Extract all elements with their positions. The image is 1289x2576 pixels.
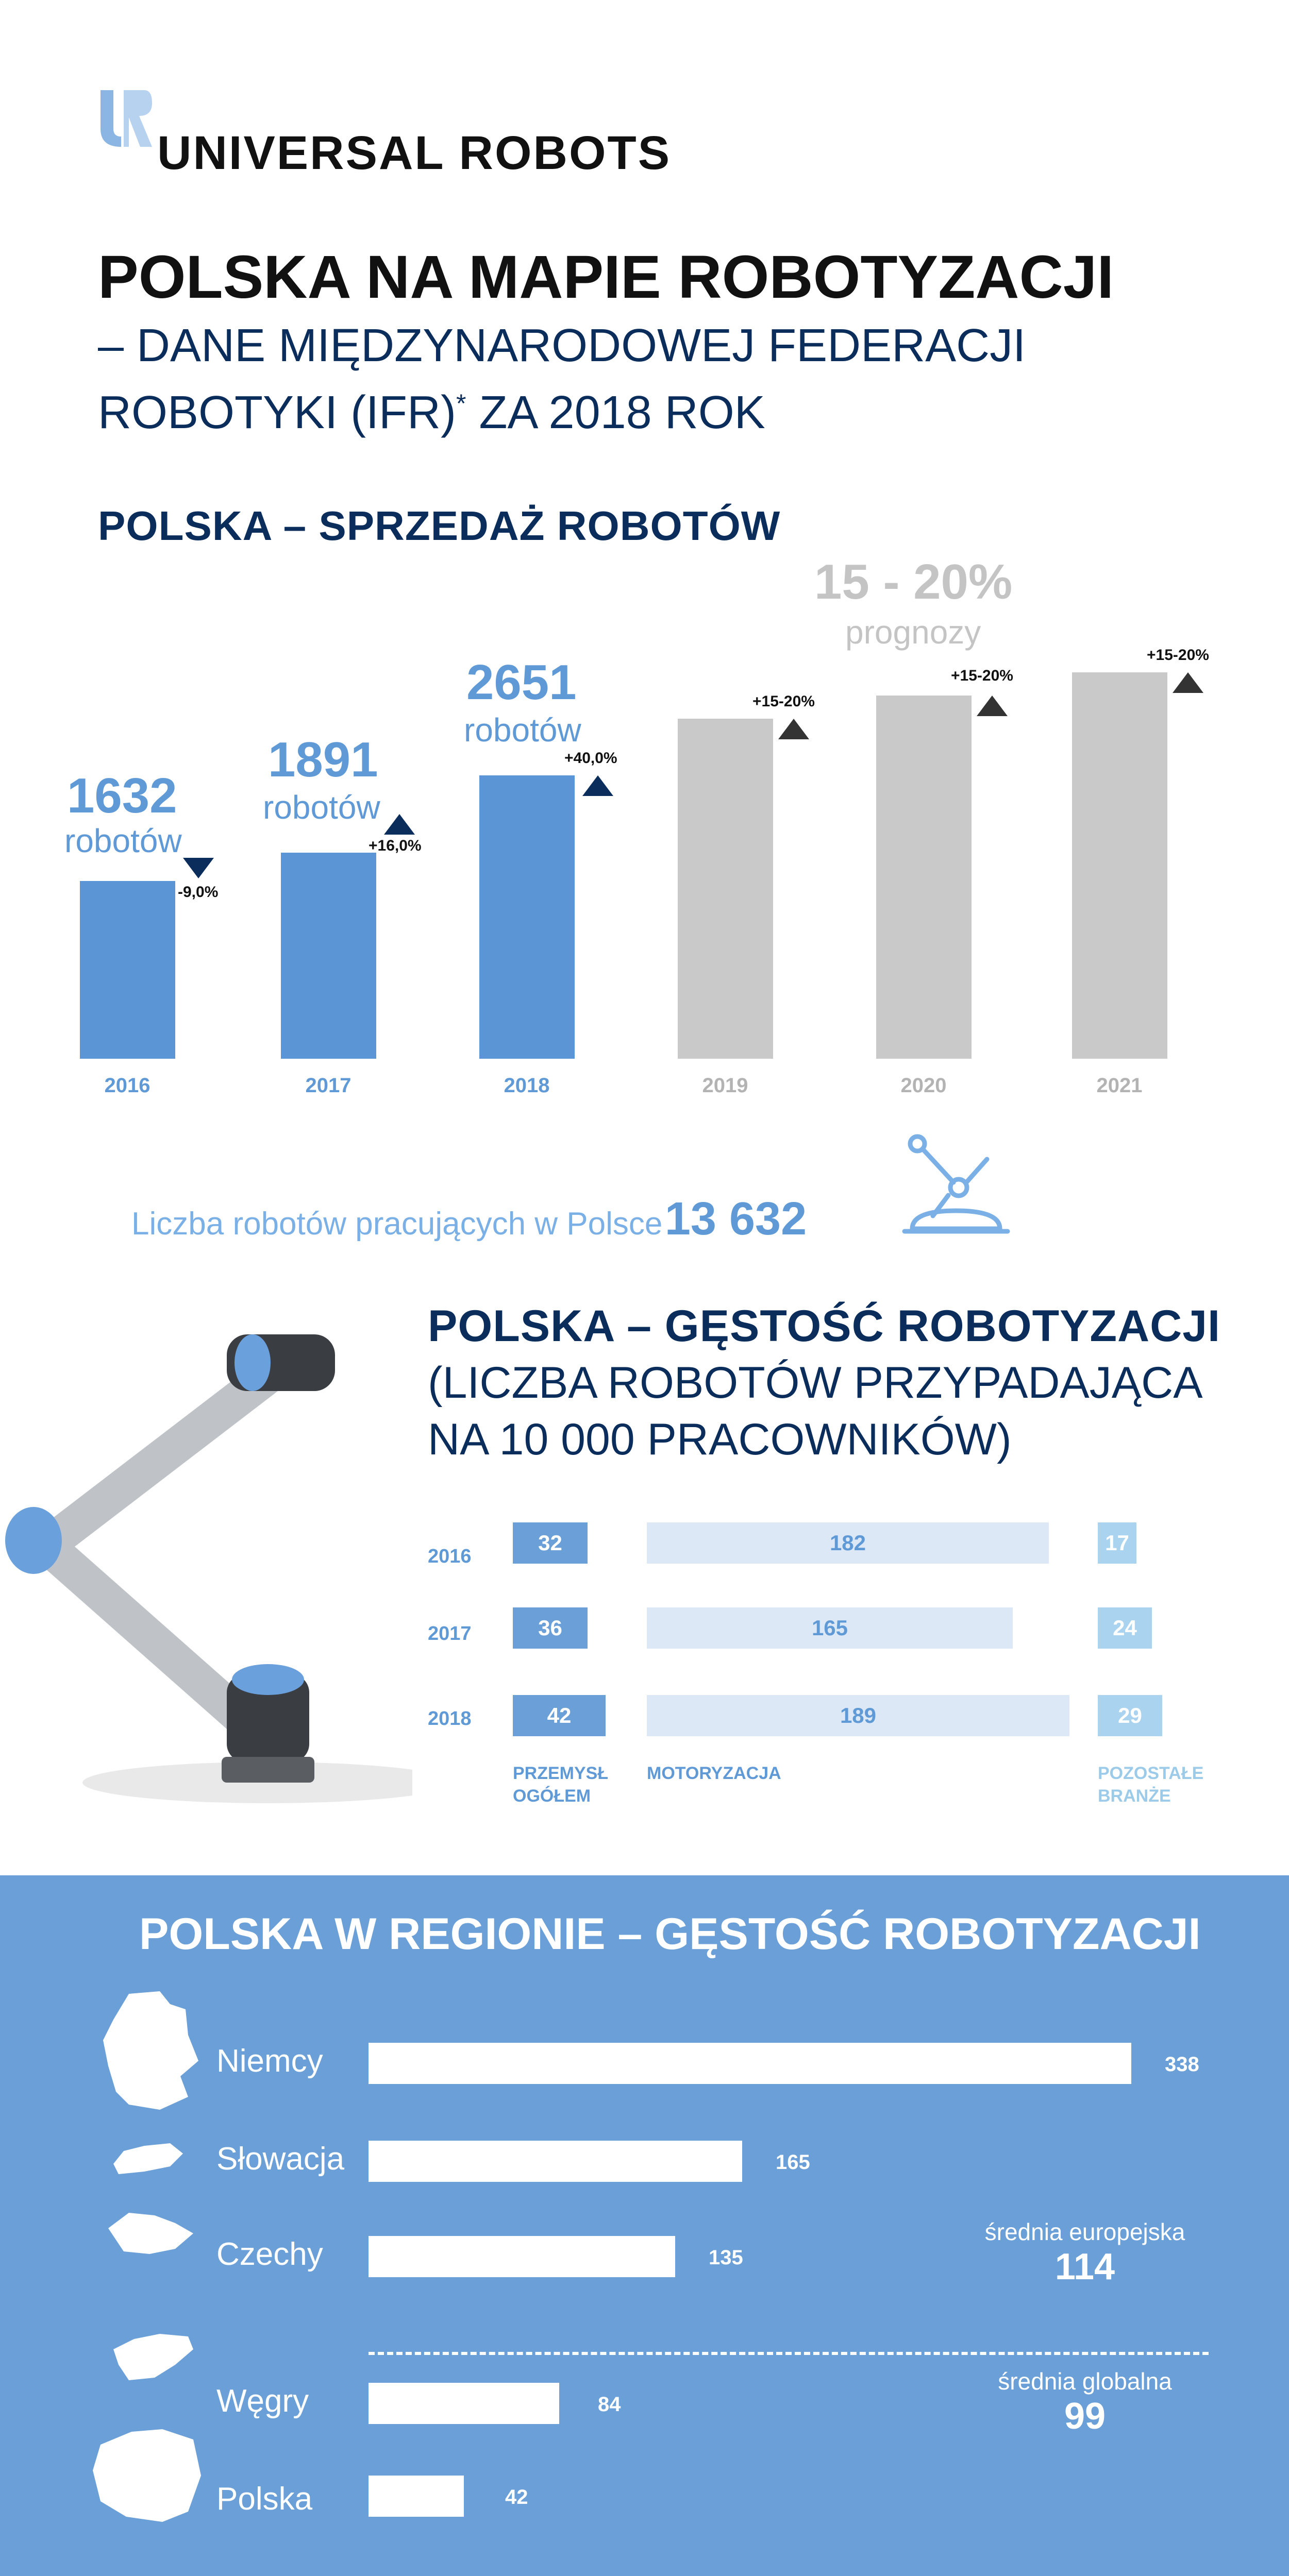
region-value-hungary: 84 — [598, 2393, 621, 2416]
eu-average-value: 114 — [1054, 2246, 1115, 2287]
page-subtitle-line2 — [98, 386, 765, 439]
legend-overall-line1: PRZEMYSŁ — [513, 1764, 609, 1783]
subtitle-sup: * — [456, 389, 466, 418]
working-robots-label: Liczba robotów pracujących w Polsce — [131, 1206, 663, 1242]
change-up-icon-2017 — [384, 814, 415, 835]
hungary-map-icon — [108, 2329, 196, 2385]
region-value-czechia: 135 — [709, 2246, 743, 2269]
density-other-2017: 24 — [1098, 1607, 1152, 1649]
sales-year-2017: 2017 — [305, 1074, 351, 1097]
country-germany: Niemcy — [216, 2043, 323, 2079]
sales-bar-2021 — [1072, 672, 1167, 1059]
subtitle-ifr: ROBOTYKI (IFR) — [98, 387, 456, 438]
density-auto-2017: 165 — [647, 1607, 1013, 1649]
density-year-2016: 2016 — [428, 1546, 472, 1567]
sales-value-2018: 2651 — [466, 655, 577, 710]
sales-year-2020: 2020 — [900, 1074, 947, 1097]
change-up-icon-2020 — [977, 696, 1008, 716]
brand-logo — [98, 88, 155, 149]
change-up-icon-2018 — [582, 775, 613, 796]
density-overall-2018: 42 — [513, 1695, 606, 1736]
sales-bar-2020 — [876, 696, 972, 1059]
region-bar-hungary — [369, 2383, 559, 2424]
slovakia-map-icon — [108, 2138, 186, 2179]
legend-other — [1098, 1762, 1203, 1807]
region-value-poland: 42 — [505, 2486, 528, 2509]
sales-change-2016: -9,0% — [178, 884, 219, 901]
forecast-label: 15 - 20% — [814, 554, 1013, 609]
poland-map-icon — [90, 2424, 204, 2527]
sales-unit-2017: robotów — [263, 789, 380, 826]
global-average-label: średnia globalna — [998, 2368, 1172, 2395]
sales-bar-2017 — [281, 853, 376, 1059]
working-robots-value: 13 632 — [664, 1193, 807, 1245]
density-overall-2017: 36 — [513, 1607, 588, 1649]
legend-overall-line2: OGÓŁEM — [513, 1786, 591, 1806]
sales-change-2020: +15-20% — [951, 667, 1013, 684]
change-up-icon-2019 — [778, 719, 809, 739]
region-value-germany: 338 — [1165, 2053, 1199, 2076]
forecast-sub: prognozy — [845, 614, 981, 651]
eu-average — [969, 2218, 1201, 2288]
region-bar-germany — [369, 2043, 1131, 2084]
change-down-icon-2016 — [183, 858, 214, 878]
sales-year-2018: 2018 — [504, 1074, 550, 1097]
working-robots — [131, 1193, 807, 1246]
sales-year-2021: 2021 — [1096, 1074, 1143, 1097]
brand-name: UNIVERSAL ROBOTS — [157, 127, 672, 179]
legend-overall — [513, 1762, 608, 1807]
robot-arm-icon — [897, 1126, 1015, 1247]
density-title: POLSKA – GĘSTOŚĆ ROBOTYZACJI — [428, 1301, 1220, 1351]
average-divider — [369, 2352, 1209, 2355]
eu-average-label: średnia europejska — [984, 2218, 1185, 2245]
density-year-2017: 2017 — [428, 1623, 472, 1645]
page-subtitle-line1: – DANE MIĘDZYNARODOWEJ FEDERACJI — [98, 320, 1026, 371]
legend-other-line1: POZOSTAŁE — [1098, 1764, 1204, 1783]
density-subtitle-1: (LICZBA ROBOTÓW PRZYPADAJĄCA — [428, 1358, 1203, 1408]
global-average — [969, 2367, 1201, 2437]
germany-map-icon — [98, 1989, 201, 2112]
sales-unit-2016: robotów — [64, 822, 182, 859]
ur-logo-icon — [98, 88, 155, 149]
density-other-2018: 29 — [1098, 1695, 1162, 1736]
sales-title: POLSKA – SPRZEDAŻ ROBOTÓW — [98, 503, 781, 549]
sales-bar-2019 — [678, 719, 773, 1059]
legend-other-line2: BRANŻE — [1098, 1786, 1171, 1806]
sales-value-2016: 1632 — [67, 768, 177, 823]
density-subtitle-2: NA 10 000 PRACOWNIKÓW) — [428, 1415, 1012, 1464]
country-czechia: Czechy — [216, 2236, 323, 2272]
density-overall-2016: 32 — [513, 1522, 588, 1564]
region-bar-czechia — [369, 2236, 675, 2277]
density-auto-2016: 182 — [647, 1522, 1049, 1564]
density-year-2018: 2018 — [428, 1708, 472, 1730]
region-title: POLSKA W REGIONIE – GĘSTOŚĆ ROBOTYZACJI — [139, 1909, 1201, 1959]
sales-year-2019: 2019 — [702, 1074, 748, 1097]
legend-auto: MOTORYZACJA — [647, 1764, 781, 1783]
change-up-icon-2021 — [1173, 672, 1203, 693]
region-bar-poland — [369, 2476, 464, 2517]
country-hungary: Węgry — [216, 2383, 309, 2419]
czechia-map-icon — [103, 2208, 196, 2259]
region-bar-slovakia — [369, 2141, 742, 2182]
country-poland: Polska — [216, 2481, 313, 2517]
sales-bar-2016 — [80, 881, 175, 1059]
sales-unit-2018: robotów — [464, 711, 581, 749]
sales-change-2019: +15-20% — [752, 693, 815, 710]
density-robot-image — [0, 1319, 412, 1837]
global-average-value: 99 — [1064, 2396, 1106, 2437]
density-other-2016: 17 — [1098, 1522, 1136, 1564]
subtitle-year: ZA 2018 ROK — [466, 387, 765, 438]
sales-year-2016: 2016 — [104, 1074, 150, 1097]
density-auto-2018: 189 — [647, 1695, 1069, 1736]
sales-change-2018: +40,0% — [564, 750, 617, 767]
country-slovakia: Słowacja — [216, 2141, 345, 2177]
sales-change-2017: +16,0% — [369, 837, 422, 854]
sales-value-2017: 1891 — [268, 732, 378, 787]
region-value-slovakia: 165 — [776, 2151, 810, 2174]
sales-change-2021: +15-20% — [1147, 647, 1209, 664]
sales-bar-2018 — [479, 775, 575, 1059]
page-title: POLSKA NA MAPIE ROBOTYZACJI — [98, 243, 1114, 311]
